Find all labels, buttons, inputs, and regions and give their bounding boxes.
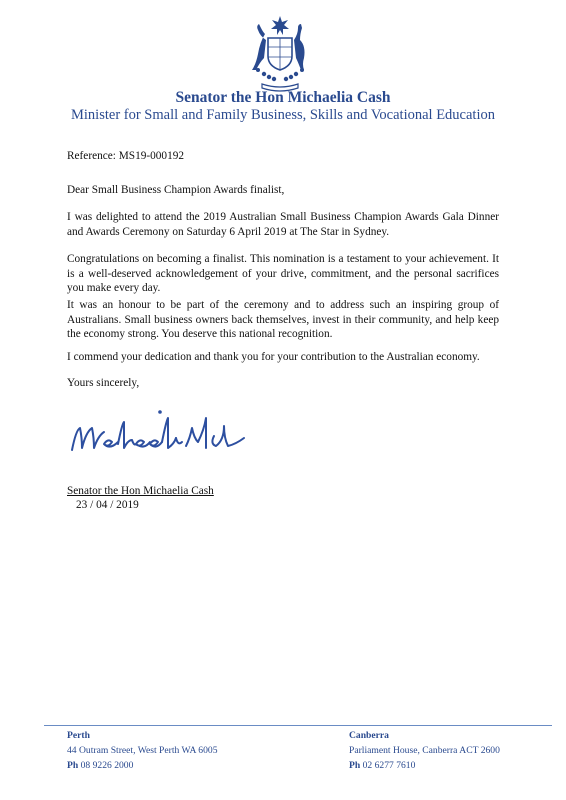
footer-canberra-city: Canberra [349,730,389,741]
handwritten-signature [64,408,264,458]
footer-canberra-phone: 02 6277 7610 [362,760,416,771]
footer-perth-phone-line [67,758,218,773]
letter-date: 23 / 04 / 2019 [76,499,139,511]
footer-perth [67,728,218,773]
footer-canberra-ph-label: Ph [349,760,361,771]
footer-perth-ph-label: Ph [67,760,79,771]
coat-of-arms-icon [238,14,322,92]
footer-canberra-phone-line [349,758,500,773]
footer-perth-address: 44 Outram Street, West Perth WA 6005 [67,745,218,756]
paragraph-2: Congratulations on becoming a finalist. This nomination is a testament to your achievement. It is a well-deserved acknowledgement of your drive, commitment, and the personal sacrifices you make every day. [67,253,499,294]
footer-perth-city: Perth [67,730,90,741]
salutation: Dear Small Business Champion Awards finalist, [67,184,285,196]
footer-rule [44,725,552,726]
paragraph-1: I was delighted to attend the 2019 Australian Small Business Champion Awards Gala Dinner and Awards Ceremony on Saturday 6 April 2019 at The Star in Sydney. [67,211,499,238]
sender-name: Senator the Hon Michaelia Cash [175,89,391,106]
paragraph-4: I commend your dedication and thank you for your contribution to the Australian economy. [67,351,480,363]
footer-perth-phone: 08 9226 2000 [80,760,134,771]
closing: Yours sincerely, [67,377,140,389]
paragraph-3: It was an honour to be part of the ceremony and to address such an inspiring group of Australians. Small business owners back themselves, invest in their community, and help keep the economy strong. You deserve this national recognition. [67,299,499,340]
footer-canberra [349,728,500,773]
footer-canberra-address: Parliament House, Canberra ACT 2600 [349,745,500,756]
sender-title: Minister for Small and Family Business, Skills and Vocational Education [71,107,495,123]
reference: Reference: MS19-000192 [67,150,185,162]
signer-name: Senator the Hon Michaelia Cash [67,485,214,497]
